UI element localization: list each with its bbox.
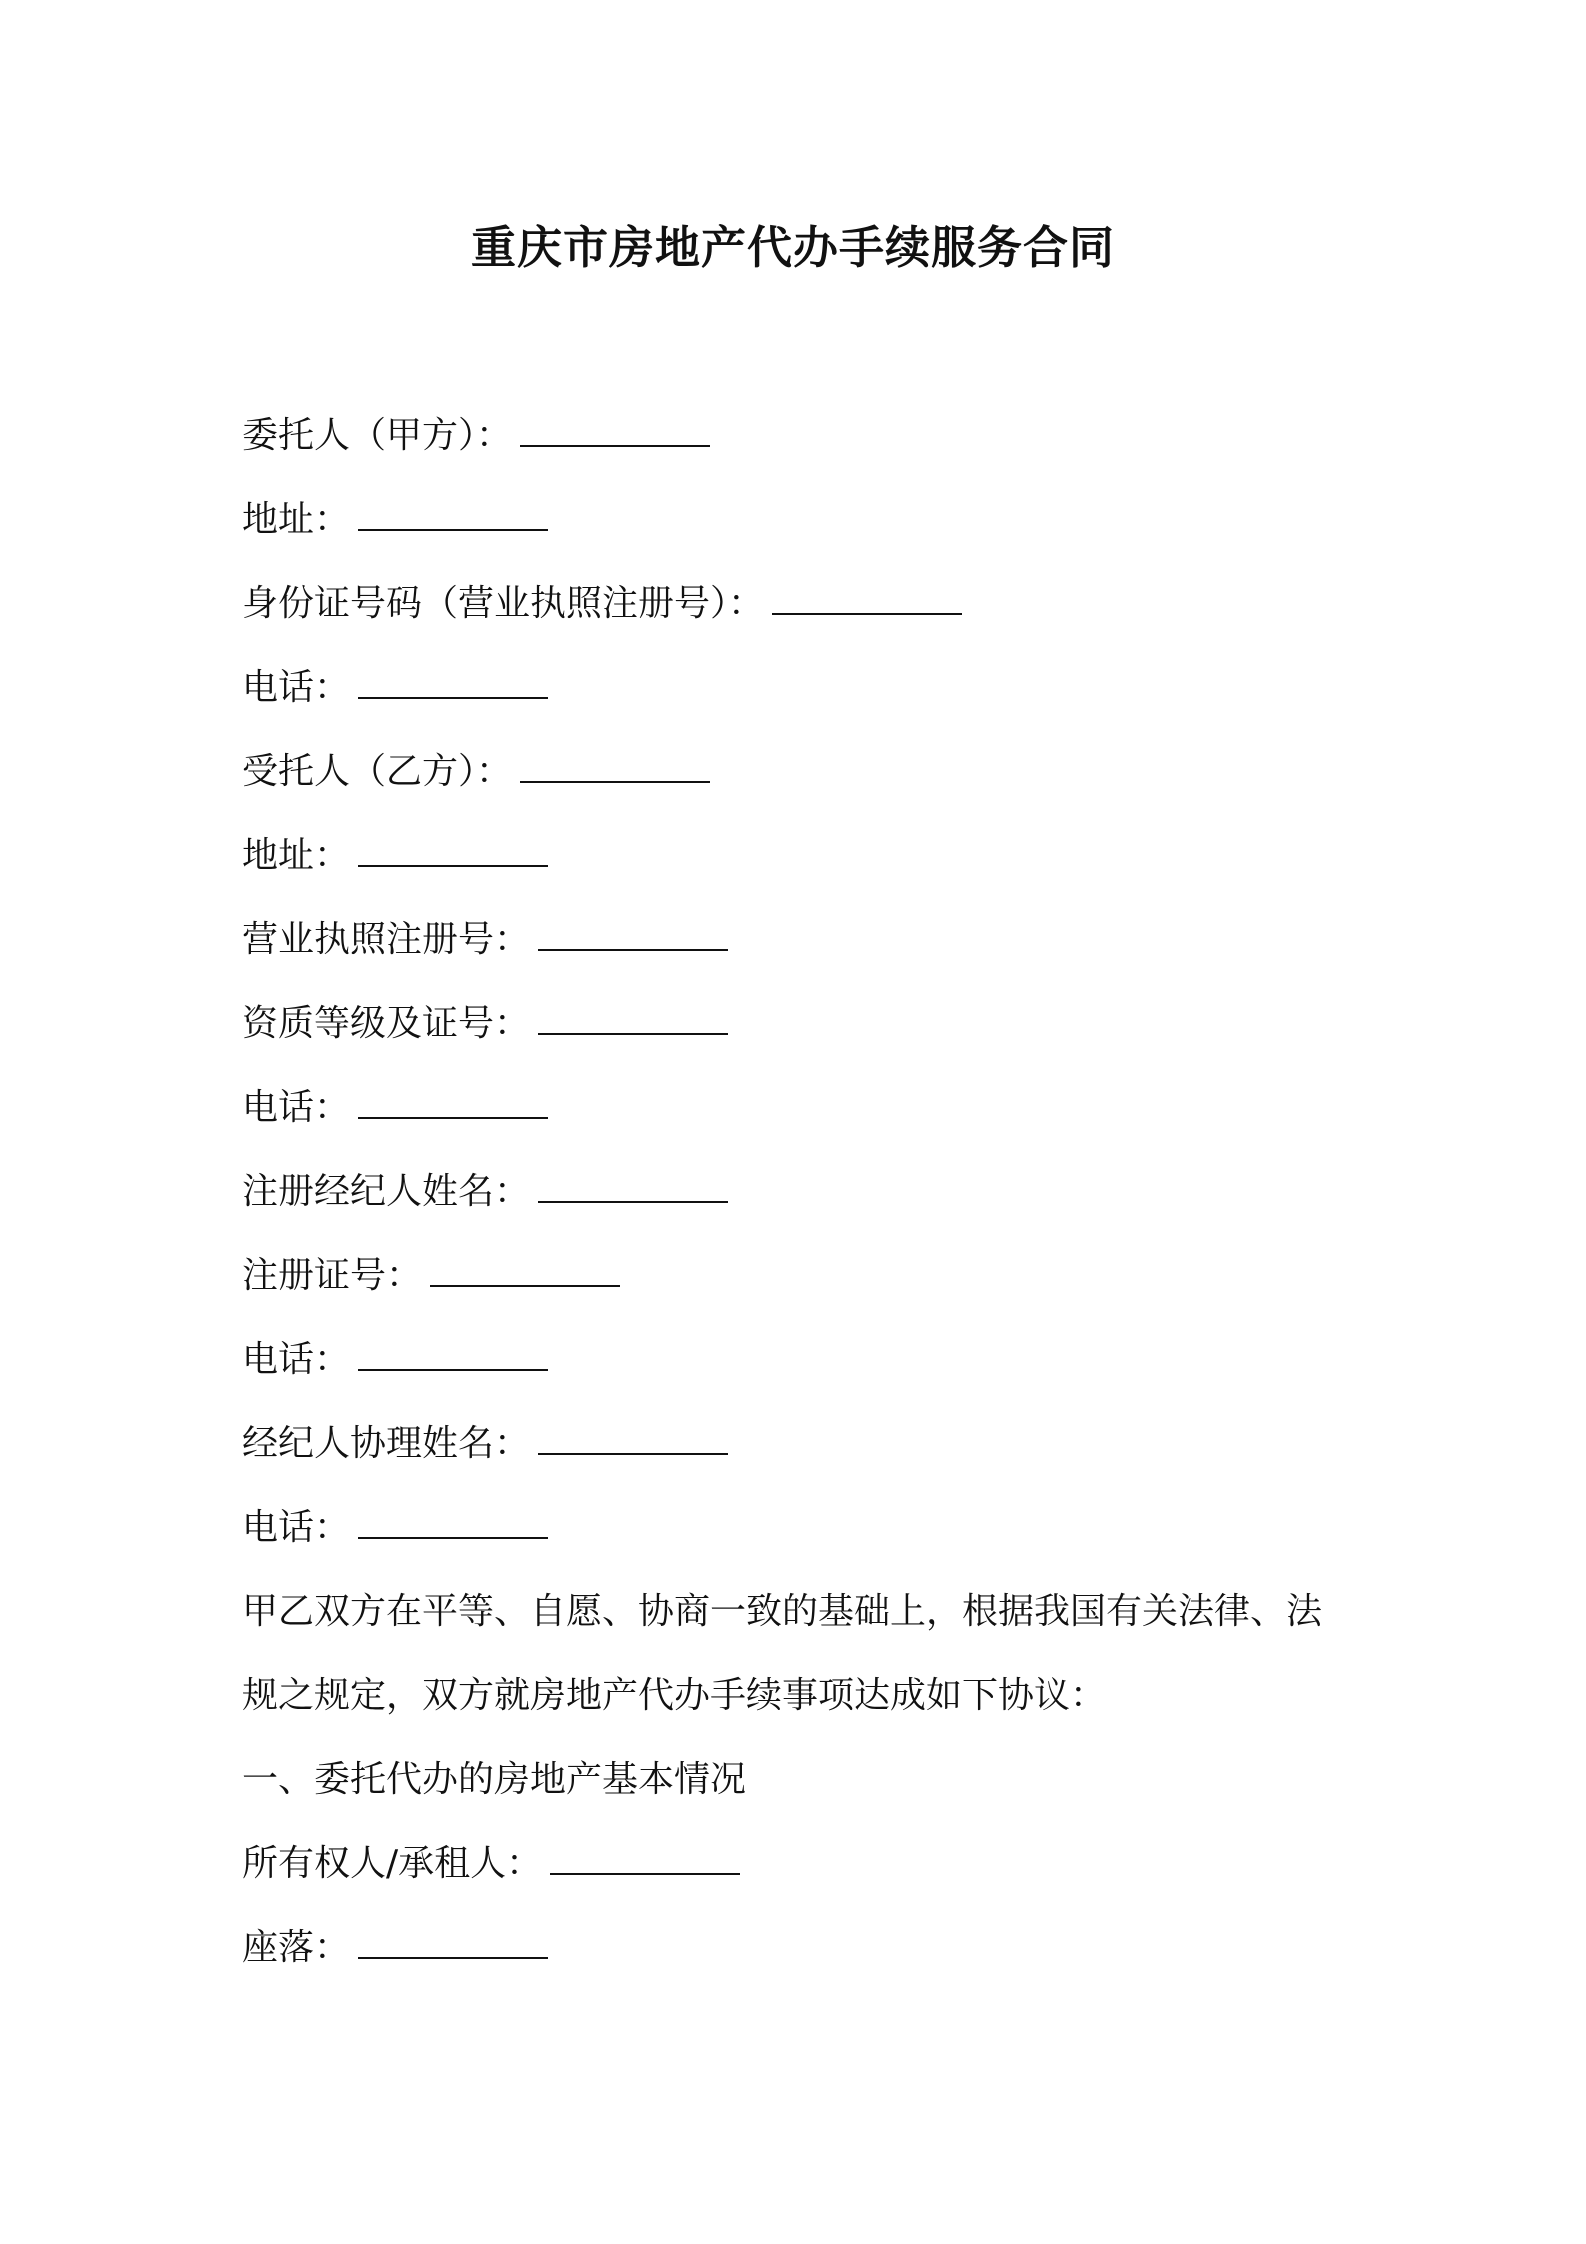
field-label: 电话： <box>242 1507 351 1548</box>
fill-blank <box>358 1927 548 1959</box>
field-assistant-name <box>242 1418 728 1470</box>
field-label: 注册经纪人姓名： <box>242 1171 531 1212</box>
fill-blank <box>358 1339 548 1371</box>
fill-blank <box>358 835 548 867</box>
field-label: 电话： <box>242 1339 351 1380</box>
field-agent <box>242 746 710 798</box>
field-label: 电话： <box>242 667 351 708</box>
field-location <box>242 1922 548 1974</box>
preamble-line-2: 规之规定，双方就房地产代办手续事项达成如下协议： <box>242 1675 1107 1716</box>
fill-blank <box>550 1843 740 1875</box>
field-label: 委托人（甲方）： <box>242 415 513 456</box>
document-title: 重庆市房地产代办手续服务合同 <box>470 221 1115 274</box>
preamble-line-1: 甲乙双方在平等、自愿、协商一致的基础上，根据我国有关法律、法 <box>242 1591 1323 1632</box>
field-label: 电话： <box>242 1087 351 1128</box>
section-heading: 一、委托代办的房地产基本情况 <box>242 1759 747 1800</box>
field-label: 受托人（乙方）： <box>242 751 513 792</box>
fill-blank <box>358 1507 548 1539</box>
fill-blank <box>538 1003 728 1035</box>
field-label: 所有权人/承租人： <box>242 1843 543 1884</box>
field-broker-name <box>242 1166 728 1218</box>
fill-blank <box>430 1255 620 1287</box>
field-label: 注册证号： <box>242 1255 423 1296</box>
fill-blank <box>520 415 710 447</box>
field-label: 座落： <box>242 1927 351 1968</box>
field-label: 地址： <box>242 499 351 540</box>
fill-blank <box>772 583 962 615</box>
field-label: 身份证号码（营业执照注册号）： <box>242 583 765 624</box>
fill-blank <box>358 499 548 531</box>
field-label: 营业执照注册号： <box>242 919 531 960</box>
fill-blank <box>358 1087 548 1119</box>
field-client <box>242 410 710 462</box>
field-agent-phone <box>242 1082 548 1134</box>
fill-blank <box>358 667 548 699</box>
fill-blank <box>538 919 728 951</box>
field-label: 经纪人协理姓名： <box>242 1423 531 1464</box>
fill-blank <box>538 1423 728 1455</box>
field-agent-address <box>242 830 548 882</box>
field-owner <box>242 1838 740 1890</box>
fill-blank <box>538 1171 728 1203</box>
field-assistant-phone <box>242 1502 548 1554</box>
field-registration-number <box>242 1250 620 1302</box>
field-license-number <box>242 914 728 966</box>
fill-blank <box>520 751 710 783</box>
field-label: 地址： <box>242 835 351 876</box>
field-client-id <box>242 578 962 630</box>
field-client-address <box>242 494 548 546</box>
field-label: 资质等级及证号： <box>242 1003 531 1044</box>
field-qualification <box>242 998 728 1050</box>
field-client-phone <box>242 662 548 714</box>
field-broker-phone <box>242 1334 548 1386</box>
